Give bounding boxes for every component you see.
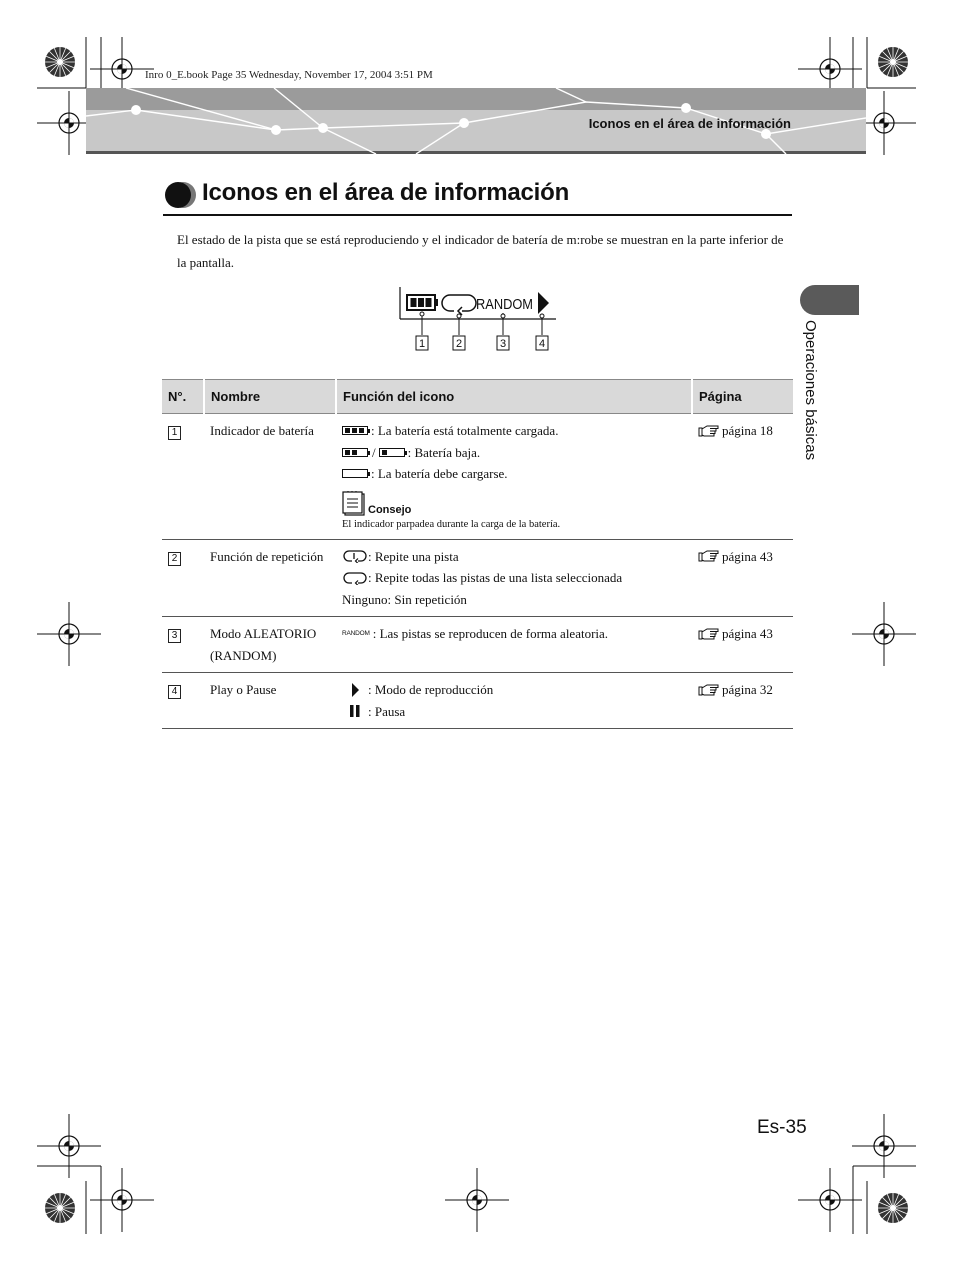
table-row bbox=[162, 673, 793, 729]
page-number: Es-35 bbox=[757, 1117, 807, 1138]
pointing-hand-icon bbox=[698, 550, 720, 562]
diagram-battery-icon bbox=[407, 295, 438, 310]
table-row bbox=[162, 414, 793, 540]
pointing-hand-icon bbox=[698, 628, 720, 640]
battery-low-icon bbox=[379, 448, 405, 457]
function-text: : Modo de reproducción bbox=[368, 682, 494, 697]
function-text: : La batería está totalmente cargada. bbox=[371, 423, 559, 438]
function-text: : Repite todas las pistas de una lista seleccionada bbox=[368, 570, 623, 585]
row-name: Función de repetición bbox=[204, 539, 336, 617]
page-ref-text: página 43 bbox=[722, 626, 773, 641]
row-number: 1 bbox=[168, 426, 181, 440]
function-text: : Batería baja. bbox=[407, 444, 481, 460]
battery-full-icon bbox=[342, 426, 368, 435]
tip-text: El indicador parpadea durante la carga de la batería. bbox=[342, 518, 561, 530]
random-icon-text: RANDOM bbox=[342, 630, 370, 637]
row-number: 3 bbox=[168, 629, 181, 643]
battery-medium-icon bbox=[342, 448, 368, 457]
pointing-hand-icon bbox=[698, 684, 720, 696]
callout-1: 1 bbox=[418, 338, 426, 350]
callout-4: 4 bbox=[538, 338, 546, 350]
repeat-all-icon bbox=[342, 571, 368, 585]
section-title: Iconos en el área de información bbox=[202, 179, 570, 206]
row-name: Modo ALEATORIO (RANDOM) bbox=[204, 617, 336, 673]
side-tab bbox=[800, 285, 859, 315]
display-diagram bbox=[396, 283, 566, 355]
function-text: : Las pistas se reproducen de forma aleatoria. bbox=[372, 626, 609, 641]
callout-3: 3 bbox=[499, 338, 507, 350]
running-title: Iconos en el área de información bbox=[588, 116, 791, 131]
function-text: : Repite una pista bbox=[368, 548, 459, 564]
tip-label: Consejo bbox=[368, 503, 412, 516]
diagram-play-icon bbox=[538, 292, 549, 314]
tip-note-icon bbox=[342, 491, 366, 517]
pointing-hand-icon bbox=[698, 425, 720, 437]
page-ref-text: página 43 bbox=[722, 548, 773, 564]
icon-table bbox=[162, 379, 793, 729]
play-icon bbox=[342, 682, 368, 698]
intro-paragraph: El estado de la pista que se está reproduciendo y el indicador de batería de m:robe se muestran en la parte inferior de la pantalla. bbox=[177, 232, 784, 270]
diagram-random-text: RANDOM bbox=[476, 296, 533, 313]
diagram-repeat-icon bbox=[442, 295, 476, 315]
header-page: Página bbox=[692, 380, 793, 414]
row-name: Indicador de batería bbox=[204, 414, 336, 540]
battery-separator: / bbox=[372, 444, 376, 460]
callout-2: 2 bbox=[455, 338, 463, 350]
row-number: 4 bbox=[168, 685, 181, 699]
header-function: Función del icono bbox=[336, 380, 692, 414]
header-num: N°. bbox=[162, 380, 204, 414]
repeat-one-icon bbox=[342, 549, 368, 563]
title-rule bbox=[163, 214, 792, 216]
function-text: : La batería debe cargarse. bbox=[371, 466, 508, 481]
page-ref-text: página 32 bbox=[722, 682, 773, 697]
function-text: Ninguno: Sin repetición bbox=[342, 591, 467, 607]
battery-empty-icon bbox=[342, 469, 368, 478]
row-number: 2 bbox=[168, 552, 181, 566]
table-row bbox=[162, 617, 793, 673]
pause-icon bbox=[342, 704, 368, 718]
table-row bbox=[162, 539, 793, 617]
function-text: : Pausa bbox=[368, 703, 406, 719]
side-tab-label: Operaciones básicas bbox=[802, 320, 819, 461]
section-bullet-icon bbox=[165, 181, 197, 209]
row-name: Play o Pause bbox=[204, 673, 336, 729]
header-name: Nombre bbox=[204, 380, 336, 414]
print-info: Inro 0_E.book Page 35 Wednesday, November 17, 2004 3:51 PM bbox=[145, 69, 433, 81]
page-ref-text: página 18 bbox=[722, 423, 773, 438]
